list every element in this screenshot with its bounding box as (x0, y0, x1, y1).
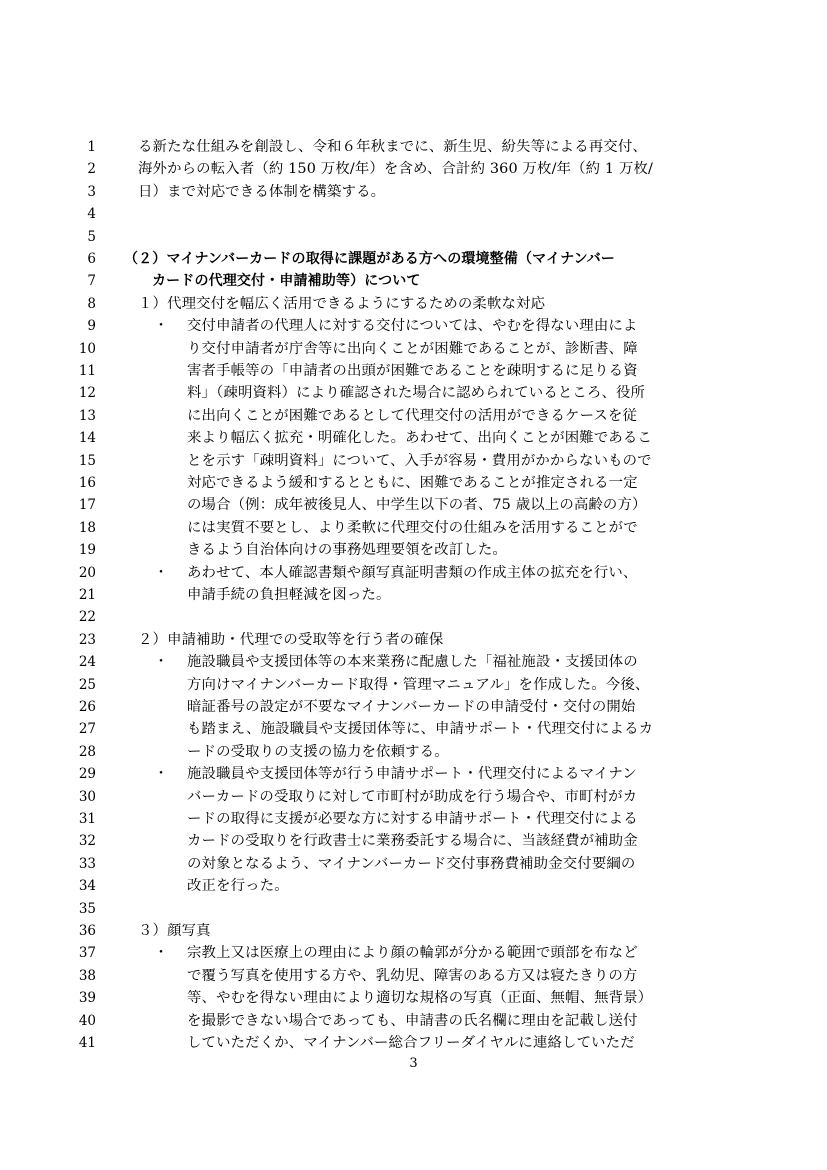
line-text: り交付申請者が庁舎等に出向くことが困難であることが、診断書、障 (187, 340, 638, 357)
line-number: 37 (78, 945, 96, 962)
line-number: 40 (78, 1012, 96, 1029)
line-text: 交付申請者の代理人に対する交付については、やむを得ない理由によ (187, 318, 638, 335)
line-row (0, 562, 827, 584)
line-row (0, 382, 827, 404)
line-number: 4 (87, 206, 96, 223)
bullet-icon: ・ (154, 766, 168, 783)
line-number: 6 (87, 251, 96, 267)
line-row (0, 830, 827, 852)
line-row (0, 696, 827, 718)
line-text: も踏まえ、施設職員や支援団体等に、申請サポート・代理交付によるカ (187, 721, 654, 738)
line-text: の場合（例：成年被後見人、中学生以下の者、75 歳以上の高齢の方） (187, 497, 647, 514)
line-row (0, 875, 827, 897)
line-number: 1 (87, 139, 96, 155)
line-text: 来より幅広く拡充・明確化した。あわせて、出向くことが困難であるこ (187, 430, 653, 447)
line-text: あわせて、本人確認書類や顔写真証明書類の作成主体の拡充を行い、 (187, 564, 638, 581)
line-number: 9 (87, 318, 96, 335)
line-text: カードの受取りを行政書士に業務委託する場合に、当該経費が補助金 (187, 833, 638, 850)
line-row (0, 965, 827, 987)
line-text: していただくか、マイナンバー総合フリーダイヤルに連絡していただ (187, 1035, 635, 1051)
line-number: 34 (78, 878, 96, 895)
line-number: 25 (78, 676, 96, 693)
line-text: を撮影できない場合であっても、申請書の氏名欄に理由を記載し送付 (187, 1012, 638, 1029)
line-text: とを示す「疎明資料」について、入手が容易・費用がかからないもので (187, 452, 652, 469)
line-number: 24 (78, 654, 96, 671)
line-number: 27 (78, 721, 96, 738)
line-row (0, 920, 827, 942)
line-row (0, 136, 827, 158)
subsection-heading: ３）顔写真 (138, 923, 211, 939)
line-row (0, 405, 827, 427)
line-number: 2 (87, 161, 96, 178)
line-row (0, 584, 827, 606)
line-row (0, 203, 827, 225)
line-number: 8 (87, 295, 96, 312)
line-row (0, 674, 827, 696)
line-row (0, 651, 827, 673)
line-number: 15 (78, 452, 96, 469)
line-number: 31 (78, 811, 96, 827)
line-row (0, 494, 827, 516)
line-number: 33 (78, 855, 96, 872)
line-row (0, 629, 827, 651)
line-row (0, 427, 827, 449)
line-number: 21 (78, 587, 96, 603)
line-number: 17 (78, 497, 96, 514)
line-text: 方向けマイナンバーカード取得・管理マニュアル」を作成した。今後、 (187, 676, 650, 693)
line-row (0, 472, 827, 494)
line-text: ードの受取りの支援の協力を依頼する。 (187, 743, 449, 760)
line-row (0, 315, 827, 337)
line-number: 35 (78, 900, 96, 917)
line-row (0, 718, 827, 740)
line-text: きるよう自治体向けの事務処理要領を改訂した。 (187, 542, 507, 559)
line-text: ードの取得に支援が必要な方に対する申請サポート・代理交付による (187, 811, 638, 827)
bullet-icon: ・ (154, 654, 168, 671)
line-row (0, 181, 827, 203)
line-row (0, 517, 827, 539)
line-number: 23 (78, 631, 96, 648)
line-number: 19 (78, 542, 96, 559)
line-text: 施設職員や支援団体等の本来業務に配慮した「福祉施設・支援団体の (187, 654, 638, 671)
line-text: 対応できるよう緩和するとともに、困難であることが推定される一定 (187, 475, 638, 491)
line-number: 36 (78, 923, 96, 939)
line-number: 7 (87, 273, 96, 290)
section-heading: （２）マイナンバーカードの取得に課題がある方への環境整備（マイナンバー (124, 251, 616, 267)
line-number: 18 (78, 519, 96, 536)
line-number: 10 (78, 340, 96, 357)
line-text: る新たな仕組みを創設し、令和６年秋までに、新生児、紛失等による再交付、 (138, 139, 647, 155)
line-row (0, 808, 827, 830)
line-number: 16 (78, 475, 96, 491)
line-row (0, 338, 827, 360)
line-number: 11 (78, 363, 96, 379)
line-text: 施設職員や支援団体等が行う申請サポート・代理交付によるマイナン (187, 766, 637, 783)
line-number: 32 (78, 833, 96, 850)
line-text: 申請手続の負担軽減を図った。 (187, 587, 391, 603)
line-number: 12 (78, 385, 96, 402)
line-number: 3 (87, 183, 96, 200)
line-number: 41 (78, 1035, 96, 1051)
subsection-heading: ２）申請補助・代理での受取等を行う者の確保 (138, 631, 444, 648)
section-heading-continuation: カードの代理交付・申請補助等）について (152, 273, 421, 290)
line-number: 20 (78, 564, 96, 581)
line-number: 13 (78, 407, 96, 424)
line-number: 28 (78, 743, 96, 760)
line-row (0, 226, 827, 248)
line-row (0, 293, 827, 315)
bullet-icon: ・ (154, 564, 168, 581)
line-row (0, 786, 827, 808)
line-row (0, 942, 827, 964)
line-row (0, 450, 827, 472)
line-row (0, 898, 827, 920)
line-row (0, 741, 827, 763)
line-number: 39 (78, 990, 96, 1007)
line-row (0, 1010, 827, 1032)
line-row (0, 987, 827, 1009)
line-text: 料」（疎明資料）により確認された場合に認められているところ、役所 (187, 385, 646, 402)
line-text: 害者手帳等の「申請者の出頭が困難であることを疎明するに足りる資 (187, 363, 638, 379)
line-number: 30 (78, 788, 96, 805)
line-row (0, 270, 827, 292)
subsection-heading: １）代理交付を幅広く活用できるようにするための柔軟な対応 (138, 295, 546, 312)
line-number: 22 (78, 609, 96, 626)
line-number: 29 (78, 766, 96, 783)
line-text: 海外からの転入者（約 150 万枚/年）を含め、合計約 360 万枚/年（約 1 万枚/ (138, 161, 654, 178)
line-row (0, 539, 827, 561)
line-row (0, 763, 827, 785)
line-row (0, 158, 827, 180)
line-text: 日）まで対応できる体制を構築する。 (138, 183, 386, 200)
bullet-icon: ・ (154, 318, 168, 335)
line-text: に出向くことが困難であるとして代理交付の活用ができるケースを従 (187, 407, 638, 424)
line-text: 宗教上又は医療上の理由により顔の輪郭が分かる範囲で頭部を布など (187, 945, 638, 962)
line-number: 14 (78, 430, 96, 447)
line-text: バーカードの受取りに対して市町村が助成を行う場合や、市町村がカ (187, 788, 638, 805)
line-row (0, 853, 827, 875)
line-text: 改正を行った。 (187, 878, 289, 895)
line-row (0, 606, 827, 628)
page-number: 3 (409, 1056, 418, 1071)
line-number: 38 (78, 967, 96, 984)
line-row (0, 1032, 827, 1054)
line-text: 等、やむを得ない理由により適切な規格の写真（正面、無帽、無背景） (187, 990, 653, 1007)
bullet-icon: ・ (154, 945, 168, 962)
line-number: 26 (78, 699, 96, 715)
line-row (0, 248, 827, 270)
line-number: 5 (87, 228, 96, 245)
line-row (0, 360, 827, 382)
line-text: で覆う写真を使用する方や、乳幼児、障害のある方又は寝たきりの方 (187, 967, 638, 984)
line-text: には実質不要とし、より柔軟に代理交付の仕組みを活用することがで (187, 519, 638, 536)
line-text: の対象となるよう、マイナンバーカード交付事務費補助金交付要綱の (187, 855, 636, 872)
line-text: 暗証番号の設定が不要なマイナンバーカードの申請受付・交付の開始 (187, 699, 636, 715)
